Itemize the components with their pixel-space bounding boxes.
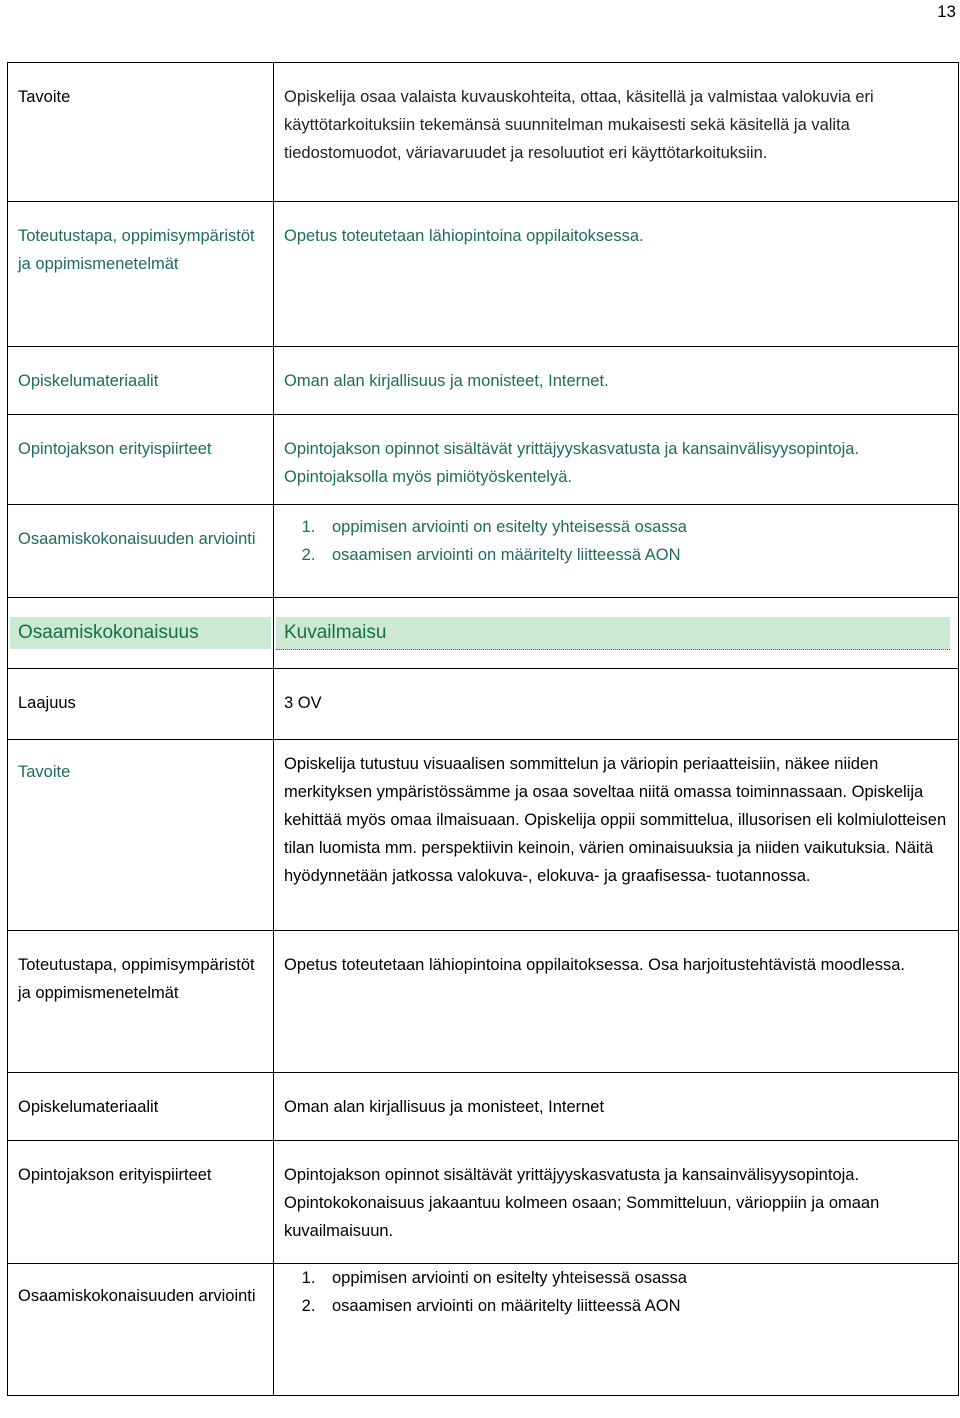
row-arviointi xyxy=(8,505,959,598)
header-osaamiskokonaisuus: Osaamiskokonaisuus xyxy=(10,617,271,649)
label-toteutus: Toteutustapa, oppimisympäristöt ja oppimismenetelmät xyxy=(8,202,274,347)
text-erityispiirteet-2: Opintojakson opinnot sisältävät yrittäjyyskasvatusta ja kansainvälisyysopintoja. Opintokokonaisuus jakaantuu kolmeen osaan; Sommitteluun, värioppiin ja omaan kuvailmaisuun. xyxy=(274,1141,959,1264)
list-arviointi xyxy=(274,505,959,598)
curriculum-table xyxy=(7,62,959,1396)
label-erityispiirteet-2: Opintojakson erityispiirteet xyxy=(8,1141,274,1264)
row-laajuus xyxy=(8,669,959,740)
text-materiaalit-2: Oman alan kirjallisuus ja monisteet, Internet xyxy=(274,1073,959,1141)
header-right-cell xyxy=(274,598,959,669)
label-laajuus: Laajuus xyxy=(8,669,274,740)
label-arviointi-2: Osaamiskokonaisuuden arviointi xyxy=(8,1264,274,1396)
text-erityispiirteet: Opintojakson opinnot sisältävät yrittäjyyskasvatusta ja kansainvälisyysopintoja. Opintojaksolla myös pimiötyöskentelyä. xyxy=(274,415,959,505)
text-toteutus: Opetus toteutetaan lähiopintoina oppilaitoksessa. xyxy=(274,202,959,347)
header-kuvailmaisu: Kuvailmaisu xyxy=(276,617,950,650)
row-materiaalit xyxy=(8,347,959,415)
row-toteutus xyxy=(8,202,959,347)
label-materiaalit: Opiskelumateriaalit xyxy=(8,347,274,415)
page-number: 13 xyxy=(937,2,956,21)
text-laajuus: 3 OV xyxy=(274,669,959,740)
text-materiaalit: Oman alan kirjallisuus ja monisteet, Internet. xyxy=(274,347,959,415)
label-tavoite-2: Tavoite xyxy=(8,740,274,931)
label-materiaalit-2: Opiskelumateriaalit xyxy=(8,1073,274,1141)
list-item: 1. oppimisen arviointi on esitelty yhteisessä osassa xyxy=(320,513,948,541)
row-tavoite xyxy=(8,63,959,202)
row-materiaalit-2 xyxy=(8,1073,959,1141)
label-toteutus-2: Toteutustapa, oppimisympäristöt ja oppimismenetelmät xyxy=(8,931,274,1073)
section-header-row xyxy=(8,598,959,669)
list-item: 2. osaamisen arviointi on määritelty liitteessä AON xyxy=(320,541,948,569)
row-erityispiirteet-2 xyxy=(8,1141,959,1264)
label-arviointi: Osaamiskokonaisuuden arviointi xyxy=(8,505,274,598)
text-tavoite-2: Opiskelija tutustuu visuaalisen sommittelun ja väriopin periaatteisiin, näkee niiden merkityksen ympäristössämme ja osaa soveltaa niitä omassa toiminnassaan. Opiskelija kehittää myös omaa ilmaisuaan. Opiskelija oppii sommittelua, illusorisen eli kolmiulotteisen tilan luomista mm. perspektiivin keinoin, värien ominaisuuksia ja niiden vaikutuksia. Näitä hyödynnetään jatkossa valokuva-, elokuva- ja graafisessa- tuotannossa. xyxy=(274,740,959,931)
label-erityispiirteet: Opintojakson erityispiirteet xyxy=(8,415,274,505)
text-toteutus-2: Opetus toteutetaan lähiopintoina oppilaitoksessa. Osa harjoitustehtävistä moodlessa. xyxy=(274,931,959,1073)
header-left-cell xyxy=(8,598,274,669)
row-tavoite-2 xyxy=(8,740,959,931)
list-item: 2. osaamisen arviointi on määritelty liitteessä AON xyxy=(320,1292,948,1320)
row-arviointi-2 xyxy=(8,1264,959,1396)
text-tavoite: Opiskelija osaa valaista kuvauskohteita, ottaa, käsitellä ja valmistaa valokuvia eri käyttötarkoituksiin tekemänsä suunnitelman mukaisesti sekä käsitellä ja valita tiedostomuodot, väriavaruudet ja resoluutiot eri käyttötarkoituksiin. xyxy=(274,63,959,202)
list-arviointi-2 xyxy=(274,1264,959,1396)
row-toteutus-2 xyxy=(8,931,959,1073)
row-erityispiirteet xyxy=(8,415,959,505)
list-item: 1. oppimisen arviointi on esitelty yhteisessä osassa xyxy=(320,1264,948,1292)
label-tavoite: Tavoite xyxy=(8,63,274,202)
